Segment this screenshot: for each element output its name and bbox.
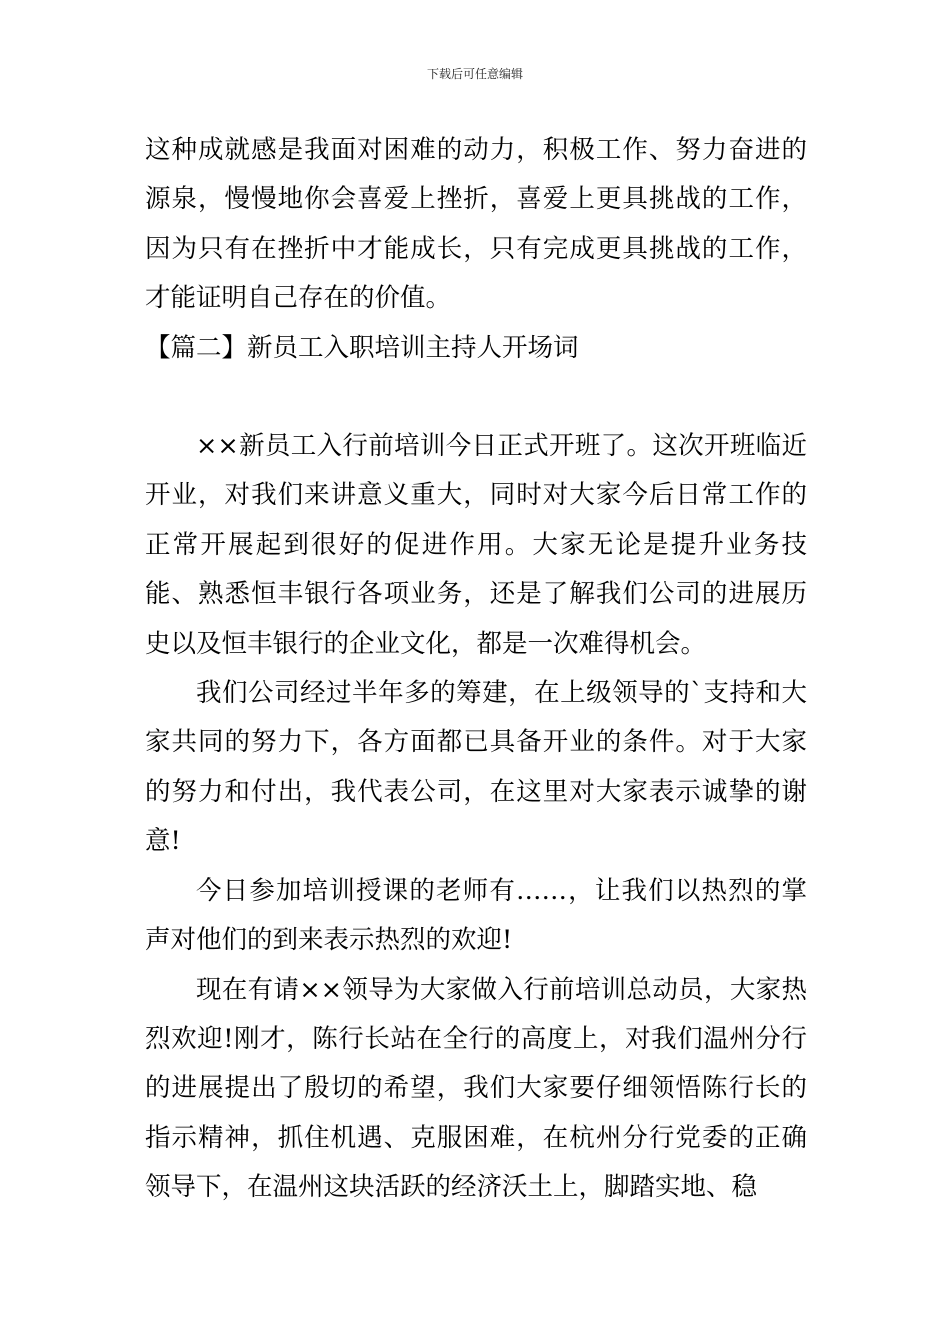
paragraph-achievement: 这种成就感是我面对困难的动力，积极工作、努力奋进的源泉，慢慢地你会喜爱上挫折，喜爱上更具挑战的工作，因为只有在挫折中才能成长，只有完成更具挑战的工作，才能证明自己存在的价值。 [145,135,807,314]
paragraph-teachers-welcome: 今日参加培训授课的老师有……，让我们以热烈的掌声对他们的到来表示热烈的欢迎! [145,875,807,956]
paragraph-leader-speech: 现在有请××领导为大家做入行前培训总动员，大家热烈欢迎!刚才，陈行长站在全行的高度上，对我们温州分行的进展提出了殷切的希望，我们大家要仔细领悟陈行长的指示精神，抓住机遇、克服困难，在杭州分行党委的正确领导下，在温州这块活跃的经济沃土上，脚踏实地、稳 [145,974,807,1203]
page-header-note: 下载后可任意编辑 [426,67,523,81]
document-body [145,126,807,1213]
blank-line [145,373,807,422]
section-title: 【篇二】新员工入职培训主持人开场词 [145,332,579,363]
paragraph-preparation-thanks: 我们公司经过半年多的筹建，在上级领导的`支持和大家共同的努力下，各方面都已具备开业的条件。对于大家的努力和付出，我代表公司，在这里对大家表示诚挚的谢意! [145,678,807,857]
paragraph-training-opening: ××新员工入行前培训今日正式开班了。这次开班临近开业，对我们来讲意义重大，同时对大家今后日常工作的正常开展起到很好的促进作用。大家无论是提升业务技能、熟悉恒丰银行各项业务，还是了解我们公司的进展历史以及恒丰银行的企业文化，都是一次难得机会。 [145,431,807,659]
